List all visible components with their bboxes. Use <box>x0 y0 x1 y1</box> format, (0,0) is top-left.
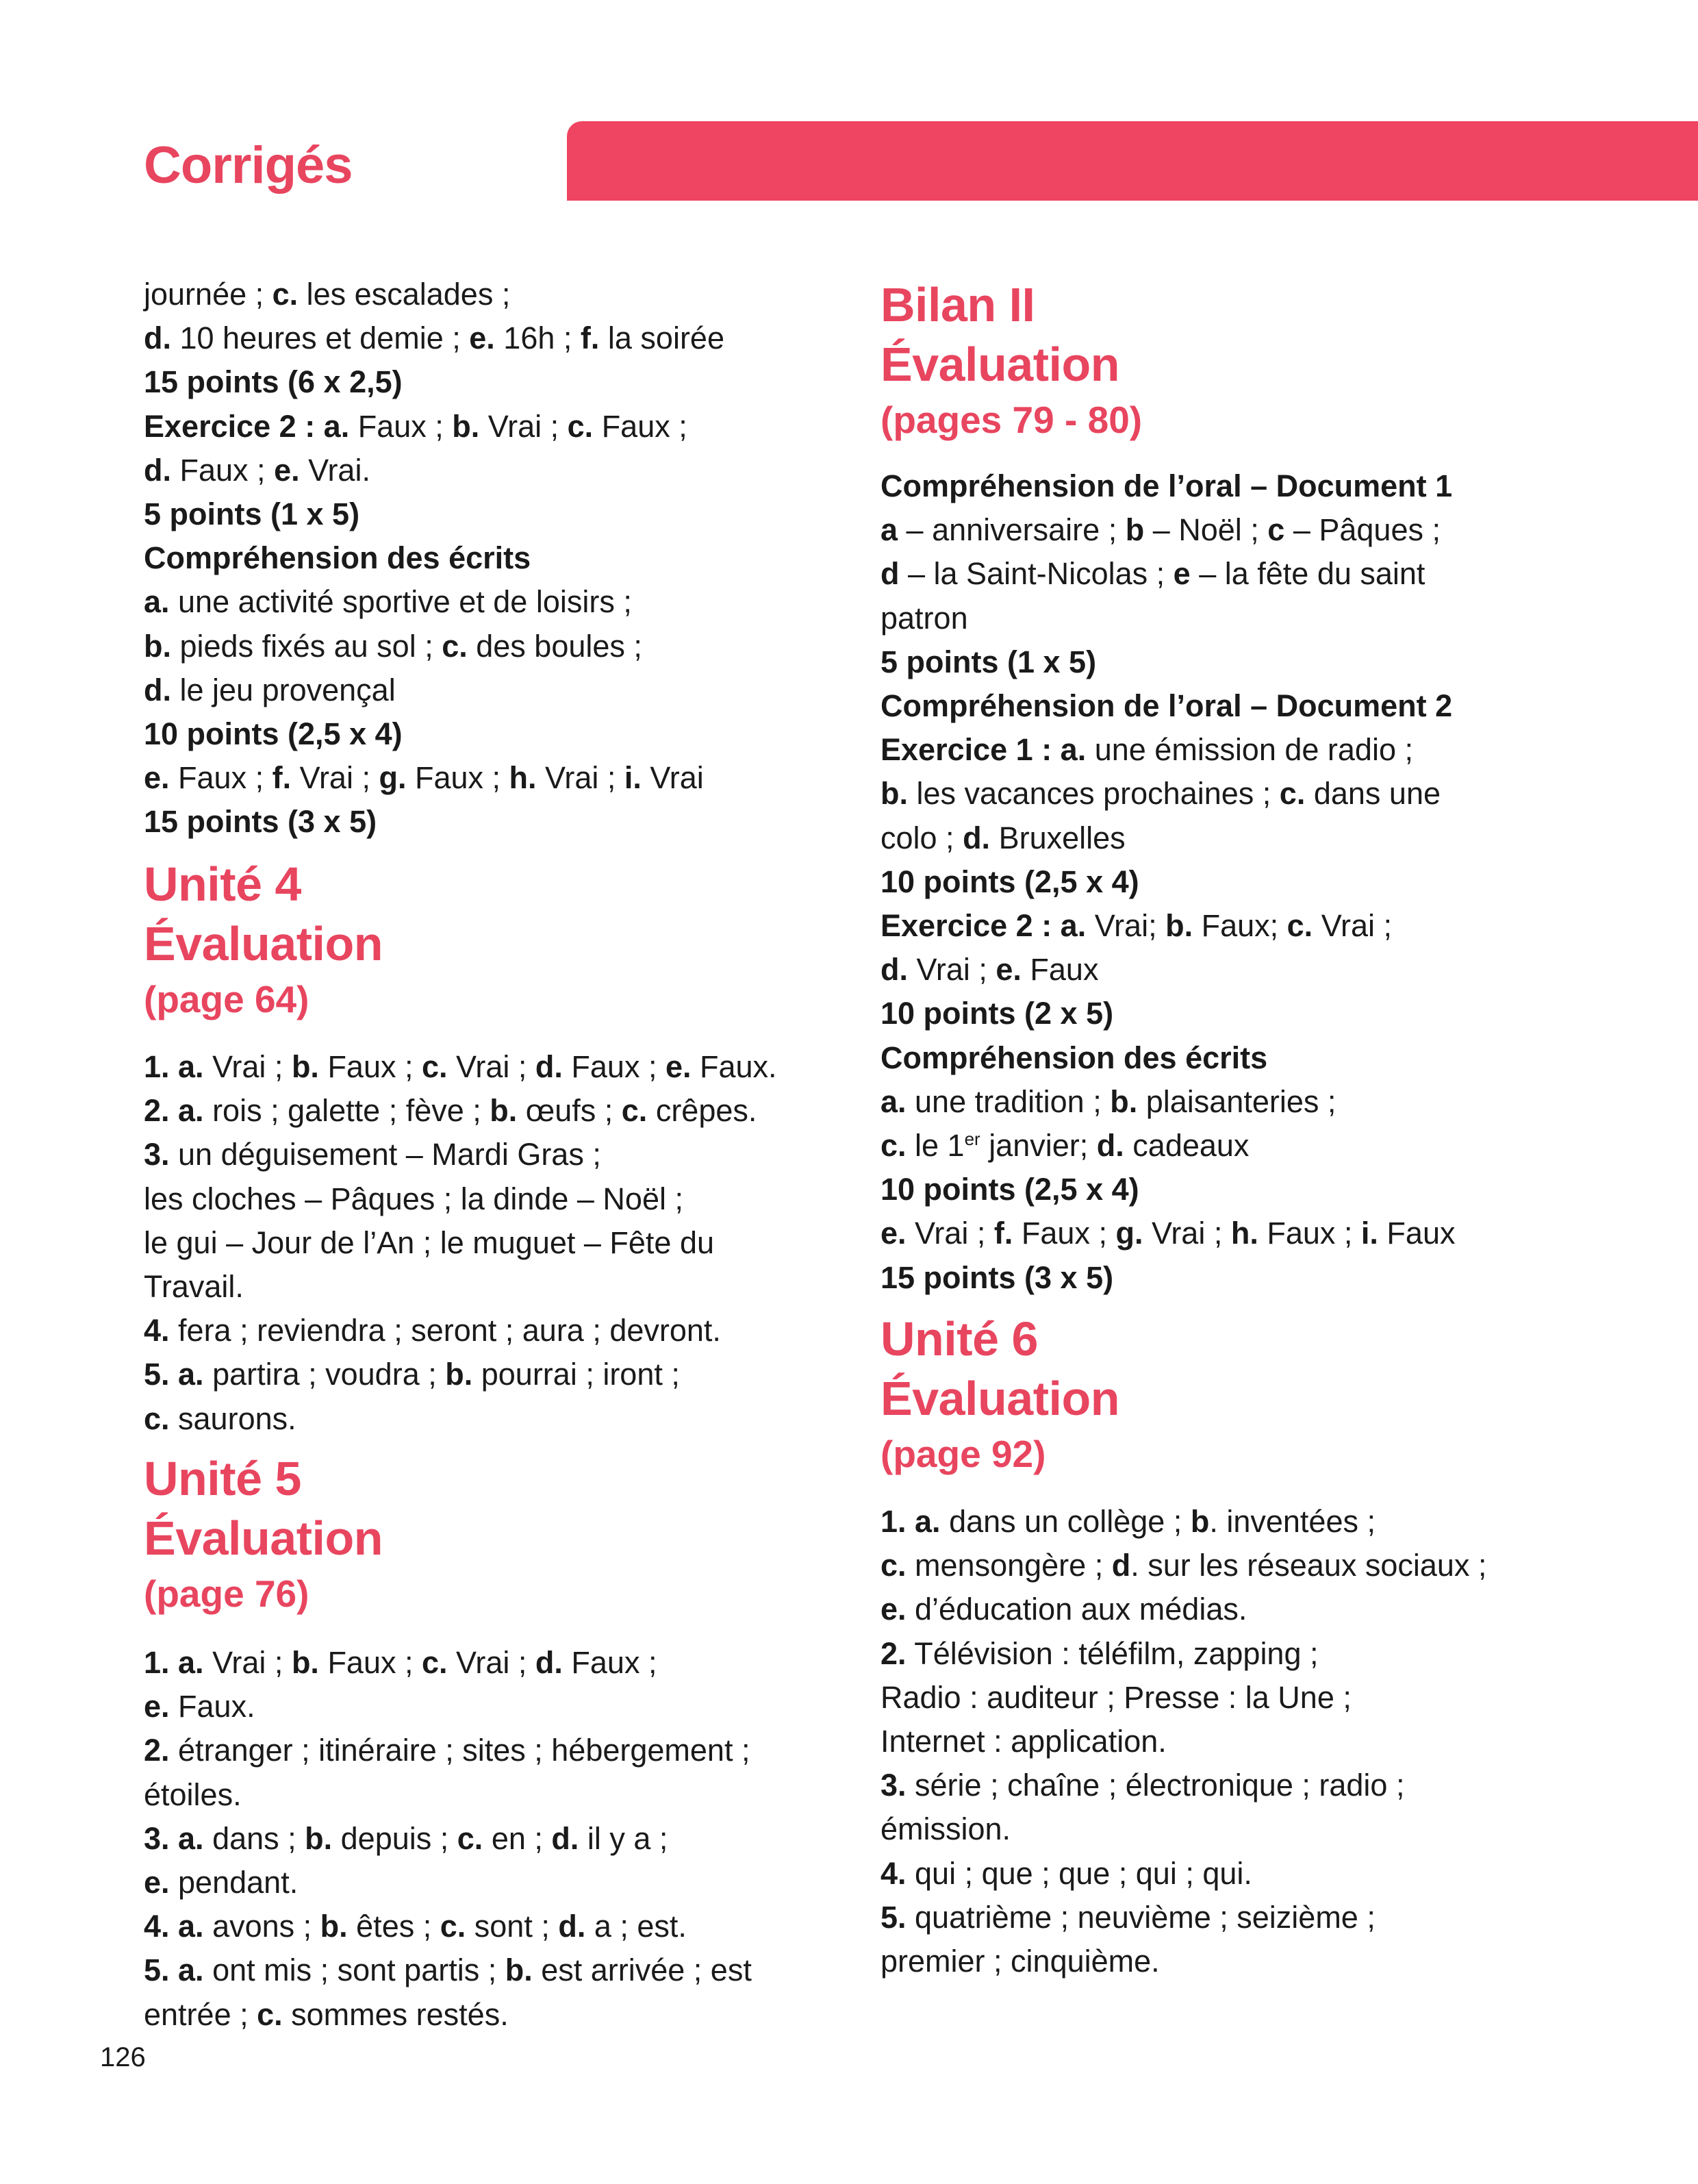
answer-line: d. Faux ; e. Vrai. <box>144 452 370 488</box>
answer-line: Radio : auditeur ; Presse : la Une ; <box>880 1679 1352 1715</box>
section-title-unite4: Unité 4 <box>144 857 301 911</box>
answer-line: 5. a. partira ; voudra ; b. pourrai ; iront ; <box>144 1357 680 1392</box>
answer-line: a. une tradition ; b. plaisanteries ; <box>880 1083 1336 1119</box>
section-subtitle-bilan: Évaluation <box>880 338 1119 391</box>
answer-line: e. Faux. <box>144 1689 255 1724</box>
answer-line: d. 10 heures et demie ; e. 16h ; f. la soirée <box>144 321 724 356</box>
answer-line: e. d’éducation aux médias. <box>880 1592 1247 1627</box>
answer-line: e. Vrai ; f. Faux ; g. Vrai ; h. Faux ; i. Faux <box>880 1216 1456 1251</box>
answer-line: 1. a. Vrai ; b. Faux ; c. Vrai ; d. Faux ; <box>144 1645 657 1680</box>
section-pages-unite4: (page 64) <box>144 978 309 1020</box>
section-pages-unite5: (page 76) <box>144 1572 309 1615</box>
page-title: Corrigés <box>144 136 353 194</box>
answer-line: 15 points (3 x 5) <box>880 1259 1114 1295</box>
answer-line: étoiles. <box>144 1777 242 1812</box>
answer-line: d. le jeu provençal <box>144 672 396 707</box>
answer-line: Compréhension de l’oral – Document 1 <box>880 468 1453 503</box>
answer-line: 5. a. ont mis ; sont partis ; b. est arrivée ; est <box>144 1953 752 1988</box>
section-title-unite6: Unité 6 <box>880 1312 1038 1366</box>
answer-line: patron <box>880 600 968 636</box>
answer-line: Exercice 1 : a. une émission de radio ; <box>880 732 1413 768</box>
answer-line: 15 points (3 x 5) <box>144 804 377 840</box>
answer-line: 10 points (2,5 x 4) <box>880 1172 1139 1207</box>
answer-line: 4. qui ; que ; que ; qui ; qui. <box>880 1855 1252 1891</box>
answer-line: Compréhension de l’oral – Document 2 <box>880 688 1453 723</box>
answer-line: 10 points (2 x 5) <box>880 996 1114 1031</box>
answer-line: e. Faux ; f. Vrai ; g. Faux ; h. Vrai ; i. Vrai <box>144 760 704 796</box>
answer-line: Exercice 2 : a. Vrai; b. Faux; c. Vrai ; <box>880 908 1393 943</box>
answer-line: 5. quatrième ; neuvième ; seizième ; <box>880 1899 1376 1935</box>
section-subtitle-unite4: Évaluation <box>144 917 383 970</box>
answer-line: 10 points (2,5 x 4) <box>144 716 403 751</box>
answer-line: 5 points (1 x 5) <box>144 497 360 531</box>
answer-line: entrée ; c. sommes restés. <box>144 1996 509 2032</box>
answer-line: 4. fera ; reviendra ; seront ; aura ; devront. <box>144 1313 721 1348</box>
answer-line: les cloches – Pâques ; la dinde – Noël ; <box>144 1181 683 1216</box>
answer-line: 3. série ; chaîne ; électronique ; radio ; <box>880 1768 1405 1803</box>
answer-line: premier ; cinquième. <box>880 1944 1160 1979</box>
answer-line: d. Vrai ; e. Faux <box>880 952 1099 988</box>
answer-line: le gui – Jour de l’An ; le muguet – Fête du <box>144 1225 715 1260</box>
section-subtitle-unite5: Évaluation <box>144 1511 383 1565</box>
answer-line: Internet : application. <box>880 1724 1167 1759</box>
section-pages-bilan: (pages 79 - 80) <box>880 399 1143 441</box>
answer-line: c. saurons. <box>144 1401 296 1436</box>
answer-line: b. les vacances prochaines ; c. dans une <box>880 776 1441 812</box>
answer-line: c. le 1er janvier; d. cadeaux <box>880 1128 1250 1163</box>
section-title-bilan: Bilan II <box>880 278 1035 331</box>
section-subtitle-unite6: Évaluation <box>880 1372 1119 1425</box>
answer-line: 1. a. Vrai ; b. Faux ; c. Vrai ; d. Faux ; e. Faux. <box>144 1049 777 1084</box>
answer-line: d – la Saint-Nicolas ; e – la fête du saint <box>880 556 1425 592</box>
answer-line: 2. a. rois ; galette ; fève ; b. œufs ; c. crêpes. <box>144 1093 757 1129</box>
answer-line: a. une activité sportive et de loisirs ; <box>144 584 632 620</box>
answer-line: 1. a. dans un collège ; b. inventées ; <box>880 1504 1376 1539</box>
header-band <box>567 121 1698 201</box>
answer-line: 2. étranger ; itinéraire ; sites ; hébergement ; <box>144 1733 750 1768</box>
answer-line: c. mensongère ; d. sur les réseaux sociaux ; <box>880 1548 1487 1583</box>
answer-line: Compréhension des écrits <box>144 540 531 576</box>
answer-line: 2. Télévision : téléfilm, zapping ; <box>880 1635 1319 1671</box>
answer-line: émission. <box>880 1811 1011 1847</box>
answer-line: a – anniversaire ; b – Noël ; c – Pâques ; <box>880 512 1441 548</box>
answer-line: 3. un déguisement – Mardi Gras ; <box>144 1137 601 1172</box>
answer-line: b. pieds fixés au sol ; c. des boules ; <box>144 628 642 664</box>
answer-line: 15 points (6 x 2,5) <box>144 364 403 400</box>
answer-line: 4. a. avons ; b. êtes ; c. sont ; d. a ; est. <box>144 1909 687 1944</box>
answer-line: 5 points (1 x 5) <box>880 644 1097 679</box>
answer-line: colo ; d. Bruxelles <box>880 820 1126 855</box>
answer-line: e. pendant. <box>144 1865 299 1900</box>
answer-line: Travail. <box>144 1269 244 1304</box>
answer-line: journée ; c. les escalades ; <box>144 277 511 312</box>
answer-line: Exercice 2 : a. Faux ; b. Vrai ; c. Faux ; <box>144 408 687 444</box>
section-pages-unite6: (page 92) <box>880 1433 1046 1475</box>
section-title-unite5: Unité 5 <box>144 1452 301 1505</box>
answer-line: 3. a. dans ; b. depuis ; c. en ; d. il y a ; <box>144 1820 668 1856</box>
page-number: 126 <box>100 2042 146 2072</box>
answer-line: 10 points (2,5 x 4) <box>880 864 1139 899</box>
answer-line: Compréhension des écrits <box>880 1040 1268 1075</box>
